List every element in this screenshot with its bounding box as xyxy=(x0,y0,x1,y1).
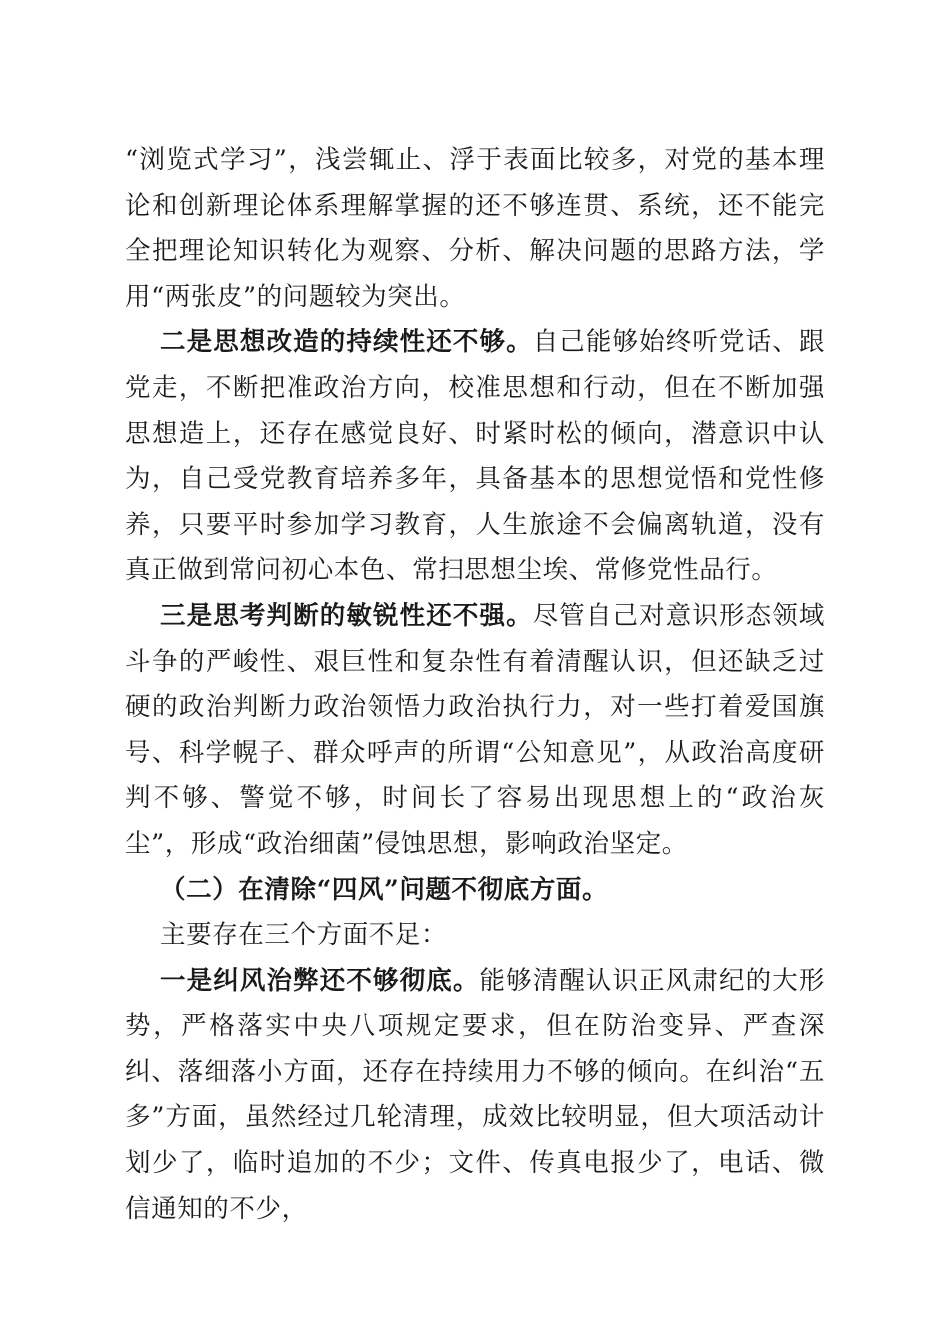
paragraph-thought-reform xyxy=(125,320,825,594)
paragraph-study-issue: “浏览式学习”，浅尝辄止、浮于表面比较多，对党的基本理论和创新理论体系理解掌握的还不够连贯、系统，还不能完全把理论知识转化为观察、分析、解决问题的思路方法，学用“两张皮”的问题较为突出。 xyxy=(125,145,825,312)
paragraph-text: 能够清醒认识正风肃纪的大形势，严格落实中央八项规定要求，但在防治变异、严查深纠、落细落小方面，还存在持续用力不够的倾向。在纠治“五多”方面，虽然经过几轮清理，成效比较明显，但大项活动计划少了，临时追加的不少；文件、传真电报少了，电话、微信通知的不少， xyxy=(125,965,825,1224)
document-body xyxy=(125,138,825,1232)
paragraph-heading: 一是纠风治弊还不够彻底。 xyxy=(160,965,480,996)
section-heading: （二）在清除“四风”问题不彻底方面。 xyxy=(160,874,609,905)
paragraph-text: 尽管自己对意识形态领域斗争的严峻性、艰巨性和复杂性有着清醒认识，但还缺乏过硬的政治判断力政治领悟力政治执行力，对一些打着爱国旗号、科学幌子、群众呼声的所谓“公知意见”，从政治高度研判不够、警觉不够，时间长了容易出现思想上的“政治灰尘”，形成“政治细菌”侵蚀思想，影响政治坚定。 xyxy=(125,600,825,859)
paragraph-text: 自己能够始终听党话、跟党走，不断把准政治方向，校准思想和行动，但在不断加强思想造上，还存在感觉良好、时紧时松的倾向，潜意识中认为，自己受党教育培养多年，具备基本的思想觉悟和党性修养，只要平时参加学习教育，人生旅途不会偏离轨道，没有真正做到常问初心本色、常扫思想尘埃、常修党性品行。 xyxy=(125,327,825,586)
paragraph-rectify-style xyxy=(125,959,825,1233)
paragraph-heading: 二是思想改造的持续性还不够。 xyxy=(160,327,533,358)
section-intro: 主要存在三个方面不足： xyxy=(160,920,448,951)
paragraph-heading: 三是思考判断的敏锐性还不强。 xyxy=(160,600,533,631)
paragraph-judgment-sensitivity xyxy=(125,594,825,868)
